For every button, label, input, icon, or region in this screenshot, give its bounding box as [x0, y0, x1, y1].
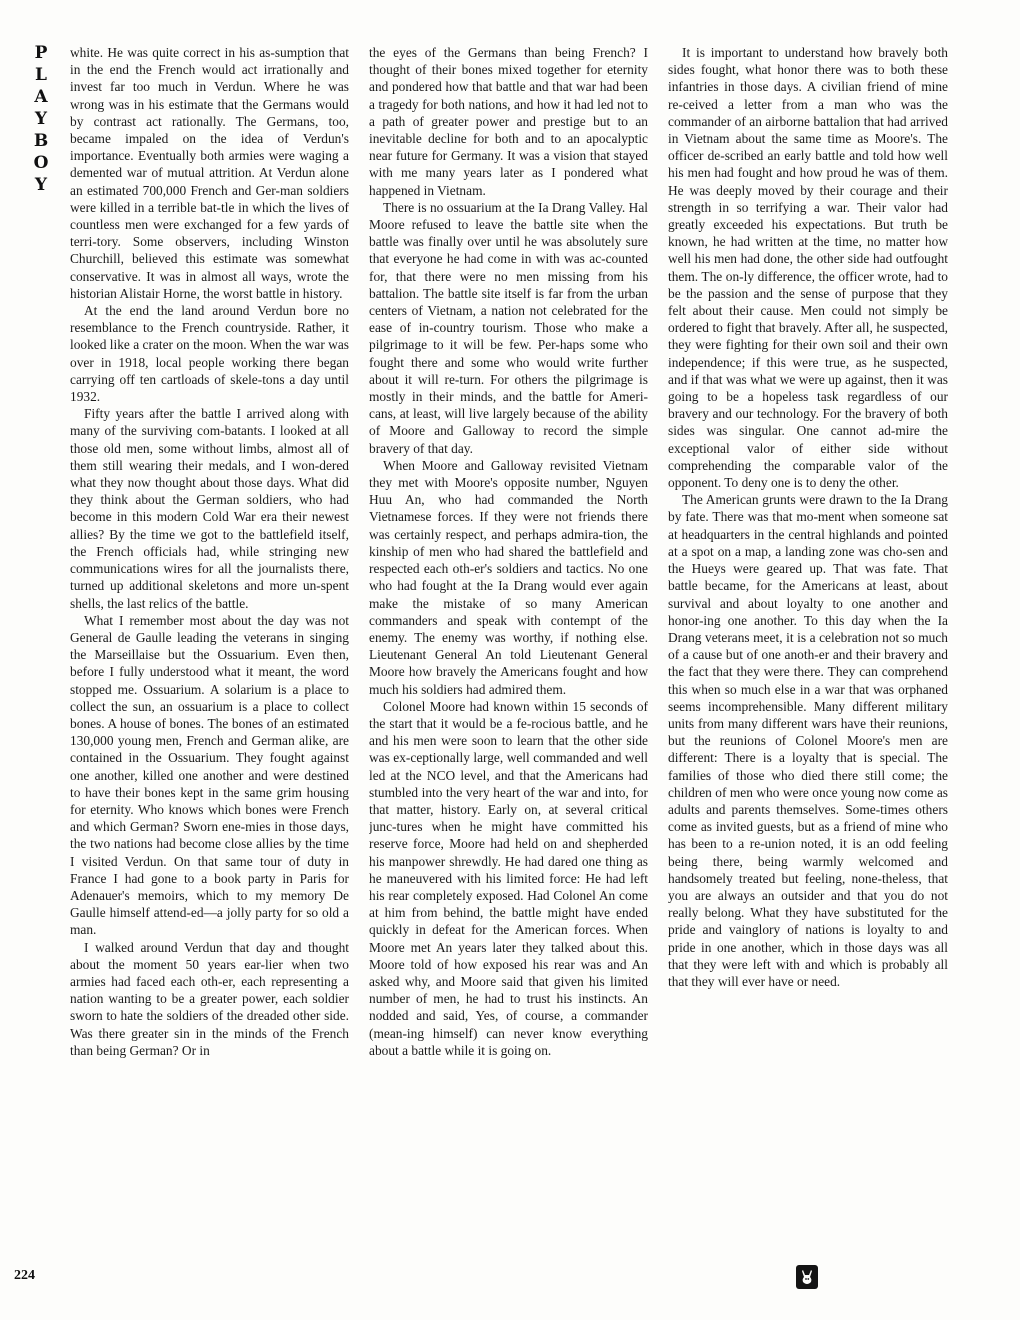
magazine-letter: B: [33, 131, 49, 151]
paragraph: the eyes of the Germans than being French? I thought of their bones mixed together for eternity and pondered how that battle and that war had been a tragedy for both nations, and how it had led not to a path of greater power and prestige but to an inevitable decline for both and to an apocalyptic near future for Germany. It was a vision that stayed with me many years later as I pondered what happened in Vietnam.: [369, 45, 648, 198]
paragraph: The American grunts were drawn to the Ia Drang by fate. There was that mo-ment when someone sat at headquarters in the central highlands and pointed at a spot on a map, a landing zone was cho-sen and the Hueys were geared up. That was fate. That battle became, for the Americans at least, about survival and about loyalty to one another and honor-ing one another. To this day when the Ia Drang veterans meet, it is a celebration not so much of a cause but of one anoth-er and their bravery and the fact that they were there. They can comprehend this when so much else in a war that was orphaned seems incomprehensible. Many different military units from many different wars have their reunions, but the reunions of Colonel Moore's men are different: There is a loyalty that is special. The families of those who died there still come; the children of men who were once young now come as adults and parents themselves. Some-times others come as invited guests, but as a friend of mine who has been to a re-union noted, it is an odd feeling being there, being warmly welcomed and handsomely treated but feeling, none-theless, that you are always an outsider and that you do not really belong. What they have substituted for the pride and vainglory of nations is loyalty to and pride in one another, which in those days was all that they were left with and which is probably all that they will ever have or need.: [668, 492, 948, 989]
magazine-letter: L: [35, 65, 47, 85]
text-column-3: [668, 44, 948, 1289]
magazine-letter: Y: [34, 175, 48, 195]
text-column-1: [70, 44, 349, 1289]
paragraph: There is no ossuarium at the Ia Drang Valley. Hal Moore refused to leave the battle site when the battle was finally over until he was absolutely sure that everyone he had come in with was ac-counted for, that there were no men missing from his battalion. The battle site itself is far from the urban centers of Vietnam, a nation not celebrated for the ease of in-country tourism. Those who make a pilgrimage to it will be few. Per-haps some who fought there and some who would write further about it will re-turn. For others the pilgrimage is mostly in their minds, and the battle for Ameri-cans, at least, will live largely because of the ability of Moore and Galloway to record the simple bravery of that day.: [369, 199, 648, 456]
paragraph: Colonel Moore had known within 15 seconds of the start that it would be a fe-rocious battle, and he and his men were soon to learn that the other side was ex-ceptionally large, well commanded and well led at the NCO level, and that the Americans had stumbled into the very heart of the war and into, for that matter, history. Early on, at several critical junc-tures when he might have committed his reserve force, Moore had held on and shepherded his manpower shrewdly. He had dared one thing as he maneuvered with his limited force: He had left his rear completely exposed. Had Colonel An come at him from behind, the battle might have ended quickly in defeat for the American forces. When Moore met An years later they talked about this. Moore told of how exposed his rear was and An asked why, and Moore said that given his limited number of men, he had to trust his instincts. An nodded and said, Yes, of course, a commander (mean-ing himself) can never know everything about a battle while it is going on.: [369, 698, 648, 1058]
paragraph: When Moore and Galloway revisited Vietnam they met with Moore's opposite number, Nguyen Huu An, who had commanded the North Vietnamese forces. If they were not friends there was certainly respect, and perhaps admira-tion, the kinship of men who had shared the battlefield and respected each oth-er's soldiers and tactics. No one who had fought at the Ia Drang would ever again make the mistake of so many American commanders and speak with contempt of the enemy. The enemy was worthy, if nothing else. Lieutenant General An told Lieutenant General Moore how bravely the Americans fought and how much his soldiers had admired them.: [369, 457, 648, 697]
paragraph: What I remember most about the day was not General de Gaulle leading the veterans in singing the Marseillaise but the Ossuarium. Even then, before I fully understood what it meant, the word stopped me. Ossuarium. A solarium is a place to collect the sun, an ossuarium is a place to collect bones. A house of bones. The bones of an estimated 130,000 young men, French and German alike, are contained in the Ossuarium. They fought against one another, killed one another and were destined to have their bones kept in the same grim housing for eternity. Who knows which bones were French and which German? Sworn ene-mies in those days, the two nations had become close allies by the time I visited Verdun. On that same tour of duty in France I had gone to a book party in Paris for Adenauer's memoirs, which to my memory De Gaulle himself attend-ed—a jolly party for so old a man.: [70, 612, 349, 938]
text-column-2: [369, 44, 648, 1289]
magazine-letter: A: [34, 87, 48, 107]
magazine-name-vertical: [30, 42, 52, 196]
paragraph: It is important to understand how bravely both sides fought, what honor there was to both these infantries in those days. A civilian friend of mine re-ceived a letter from a man who was the commander of an airborne battalion that had arrived in Vietnam about the same time as Moore's. The officer de-scribed an early battle and told how well his men had fought and how proud he was of them. He was deeply moved by their courage and their strength in so terrifying a war. Their valor had greatly exceeded his expectations. But truth be known, he had written at the time, no matter how well his men had done, the other side had outfought them. The on-ly difference, the officer wrote, had to be the passion and the sense of purpose that they felt about their cause. Men could not simply be ordered to fight that bravely. After all, he suspected, they were fighting for their own soil and their own independence; if this were true, as he suspected, and if that was what we were up against, then it was going to be a hopeless task regardless of our bravery and our technology. For the bravery of both sides was singular. One cannot ad-mire the exceptional valor of either side without comprehending the comparable valor of the opponent. To deny one is to deny the other.: [668, 45, 948, 491]
paragraph: Fifty years after the battle I arrived along with many of the surviving com-batants. I looked at all those old men, some without limbs, almost all of them still wearing their medals, and I won-dered what they now thought about those days. What did they think about the German soldiers, who had become in this modern Cold War era their newest allies? By the time we got to the battlefield itself, the French officials had, while stringing new communications wires for all the journalists there, turned up additional skeletons and more un-spent shells, the last relics of the battle.: [70, 406, 349, 611]
paragraph: white. He was quite correct in his as-sumption that in the end the French would act irrationally and invest far too much in Verdun. Where he was wrong was in his estimate that the Germans would by contrast act rationally. The Germans, too, became impaled on the idea of Verdun's importance. Eventually both armies were waging a demented war of mutual attrition. At Verdun alone an estimated 700,000 French and Ger-man soldiers were killed in a terrible bat-tle in which the lives of countless men were exchanged for a few yards of terri-tory. Some observers, including Winston Churchill, believed this estimate was somewhat conservative. It was in almost all ways, wrote the historian Alistair Horne, the worst battle in history.: [70, 45, 349, 301]
magazine-letter: O: [33, 153, 49, 173]
paragraph: I walked around Verdun that day and thought about the moment 50 years ear-lier when two armies had faced each oth-er, each representing a nation wanting to be a greater power, each soldier sworn to hate the soldiers of the dreaded other side. Was there greater sin in the minds of the French than being German? Or in: [70, 939, 349, 1058]
magazine-letter: Y: [34, 109, 48, 129]
magazine-letter: P: [34, 43, 48, 63]
paragraph: At the end the land around Verdun bore no resemblance to the French countryside. Rather, it looked like a crater on the moon. When the war was over in 1918, local people working there began carrying off ten cartloads of skele-tons a day until 1932.: [70, 303, 349, 405]
rabbit-head-end-mark-icon: [796, 1265, 818, 1289]
page-number: 224: [14, 1268, 35, 1283]
